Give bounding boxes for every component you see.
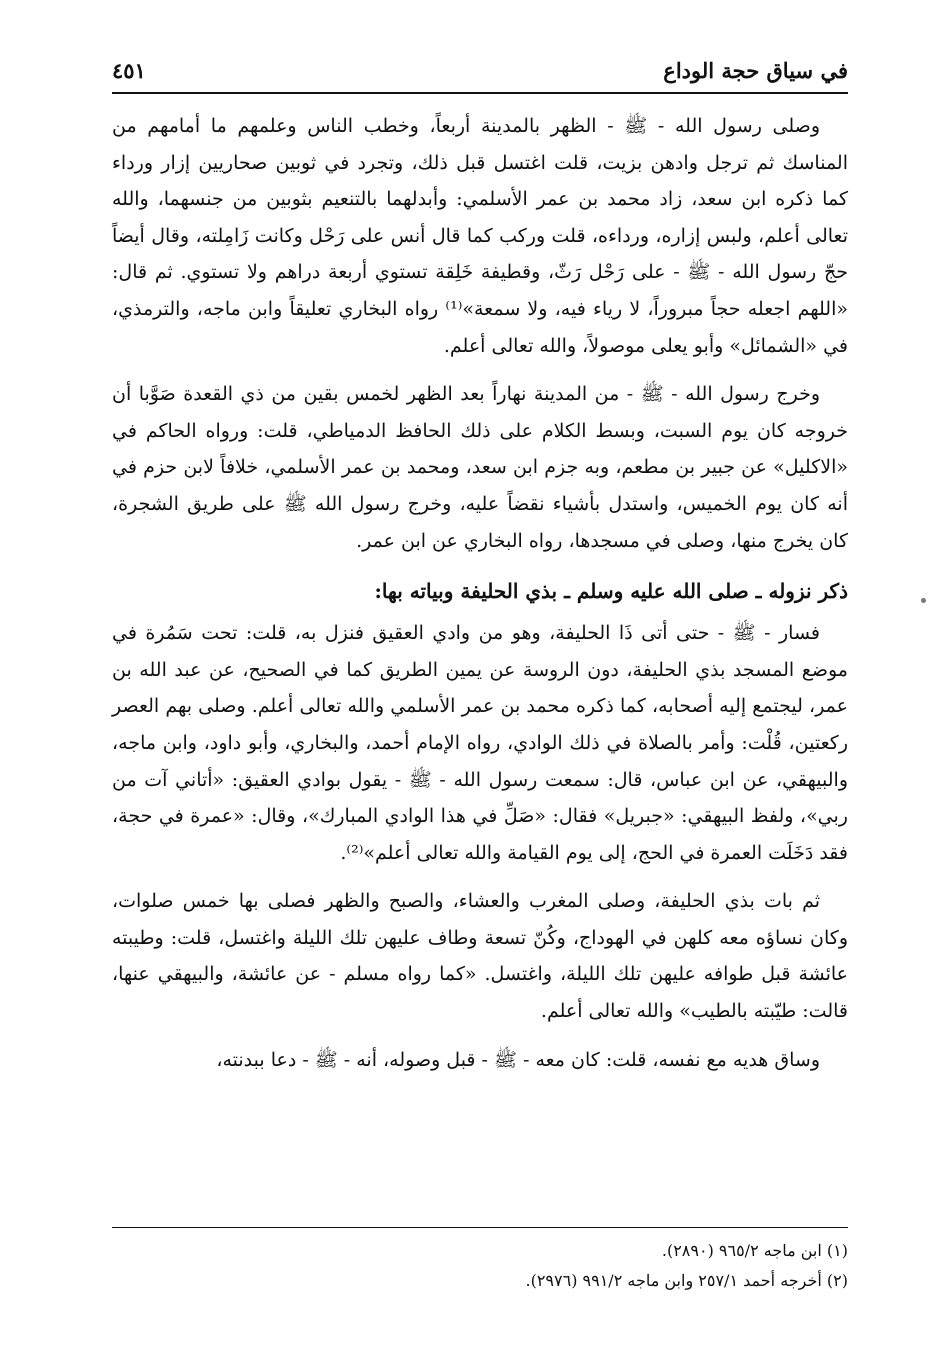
paragraph-1: وصلى رسول الله - ﷺ - الظهر بالمدينة أربعاً، وخطب الناس وعلمهم ما أمامهم من المناسك ثم ترجل وادهن بزيت، قلت اغتسل قبل ذلك، وتجرد في ثوبين صحاريين إزار ورداء كما ذكره ابن سعد، زاد محمد بن عمر الأسلمي: وأبدلهما بالتنعيم بثوبين من جنسهما، والله تعالى أعلم، ولبس إزاره، ورداءه، قلت وركب كما قال أنس على رَحْل وكانت زَامِلته، وقال أيضاً حجّ رسول الله - ﷺ - على رَحْل رَثّ، وقطيفة خَلِقة تستوي أربعة دراهم ولا تستوي. ثم قال: «اللهم اجعله حجاً مبروراً، لا رياء فيه، ولا سمعة»⁽¹⁾ رواه البخاري تعليقاً وابن ماجه، والترمذي، في «الشمائل» وأبو يعلى موصولاً، والله تعالى أعلم. (112, 115, 848, 357)
running-header (112, 52, 848, 94)
paragraph-3: فسار - ﷺ - حتى أتى ذَا الحليفة، وهو من وادي العقيق فنزل به، قلت: تحت سَمُرة في موضع المسجد بذي الحليفة، دون الروسة عن يمين الطريق كما في الصحيح، عن عبد الله بن عمر، ليجتمع إليه أصحابه، كما ذكره محمد بن عمر الأسلمي والله تعالى أعلم. وصلى بهم العصر ركعتين، قُلْت: وأمر بالصلاة في ذلك الوادي، رواه الإمام أحمد، والبخاري، وأبو داود، وابن ماجه، والبيهقي، عن ابن عباس، قال: سمعت رسول الله - ﷺ - يقول بوادي العقيق: «أتاني آت من ربي»، ولفظ البيهقي: «جبريل» فقال: «صَلِّ في هذا الوادي المبارك»، وقال: «عمرة في حجة، فقد دَخَلَت العمرة في الحج، إلى يوم القيامة والله تعالى أعلم»⁽²⁾. (112, 622, 848, 864)
scan-margin-mark (921, 598, 926, 603)
running-title: في سياق حجة الوداع (663, 58, 848, 83)
main-text (112, 108, 848, 1078)
paragraph-4: ثم بات بذي الحليفة، وصلى المغرب والعشاء، والصبح والظهر فصلى بها خمس صلوات، وكان نساؤه معه كلهن في الهوداج، وكُنّ تسعة وطاف عليهن تلك الليلة واغتسل، قلت: وطيبته عائشة قبل طوافه عليهن تلك الليلة، واغتسل. «كما رواه مسلم - عن عائشة، والبيهقي عنها، قالت: طيّبته بالطيب» والله تعالى أعلم. (112, 890, 848, 1023)
paragraph-5: وساق هديه مع نفسه، قلت: كان معه - ﷺ - قبل وصوله، أنه - ﷺ - دعا ببدنته، (216, 1048, 820, 1071)
page-number: ٤٥١ (112, 58, 146, 83)
footnote-2: (٢) أخرجه أحمد ٢٥٧/١ وابن ماجه ٩٩١/٢ (٢٩٧٦). (525, 1271, 848, 1290)
footnote-1: (١) ابن ماجه ٩٦٥/٢ (٢٨٩٠). (661, 1241, 848, 1260)
section-heading: ذكر نزوله ـ صلى الله عليه وسلم ـ بذي الحليفة وبياته بها: (374, 579, 848, 604)
footnotes (112, 1227, 848, 1296)
paragraph-2: وخرج رسول الله - ﷺ - من المدينة نهاراً بعد الظهر لخمس بقين من ذي القعدة صَوَّبا أن خروجه كان يوم السبت، وبسط الكلام على ذلك الحافظ الدمياطي، قلت: ورواه الحاكم في «الاكليل» عن جبير بن مطعم، وبه جزم ابن سعد، ومحمد بن عمر الأسلمي، خلافاً لابن حزم في أنه كان يوم الخميس، واستدل بأشياء نقضاً عليه، وخرج رسول الله ﷺ على طريق الشجرة، كان يخرج منها، وصلى في مسجدها، رواه البخاري عن ابن عمر. (112, 383, 848, 552)
